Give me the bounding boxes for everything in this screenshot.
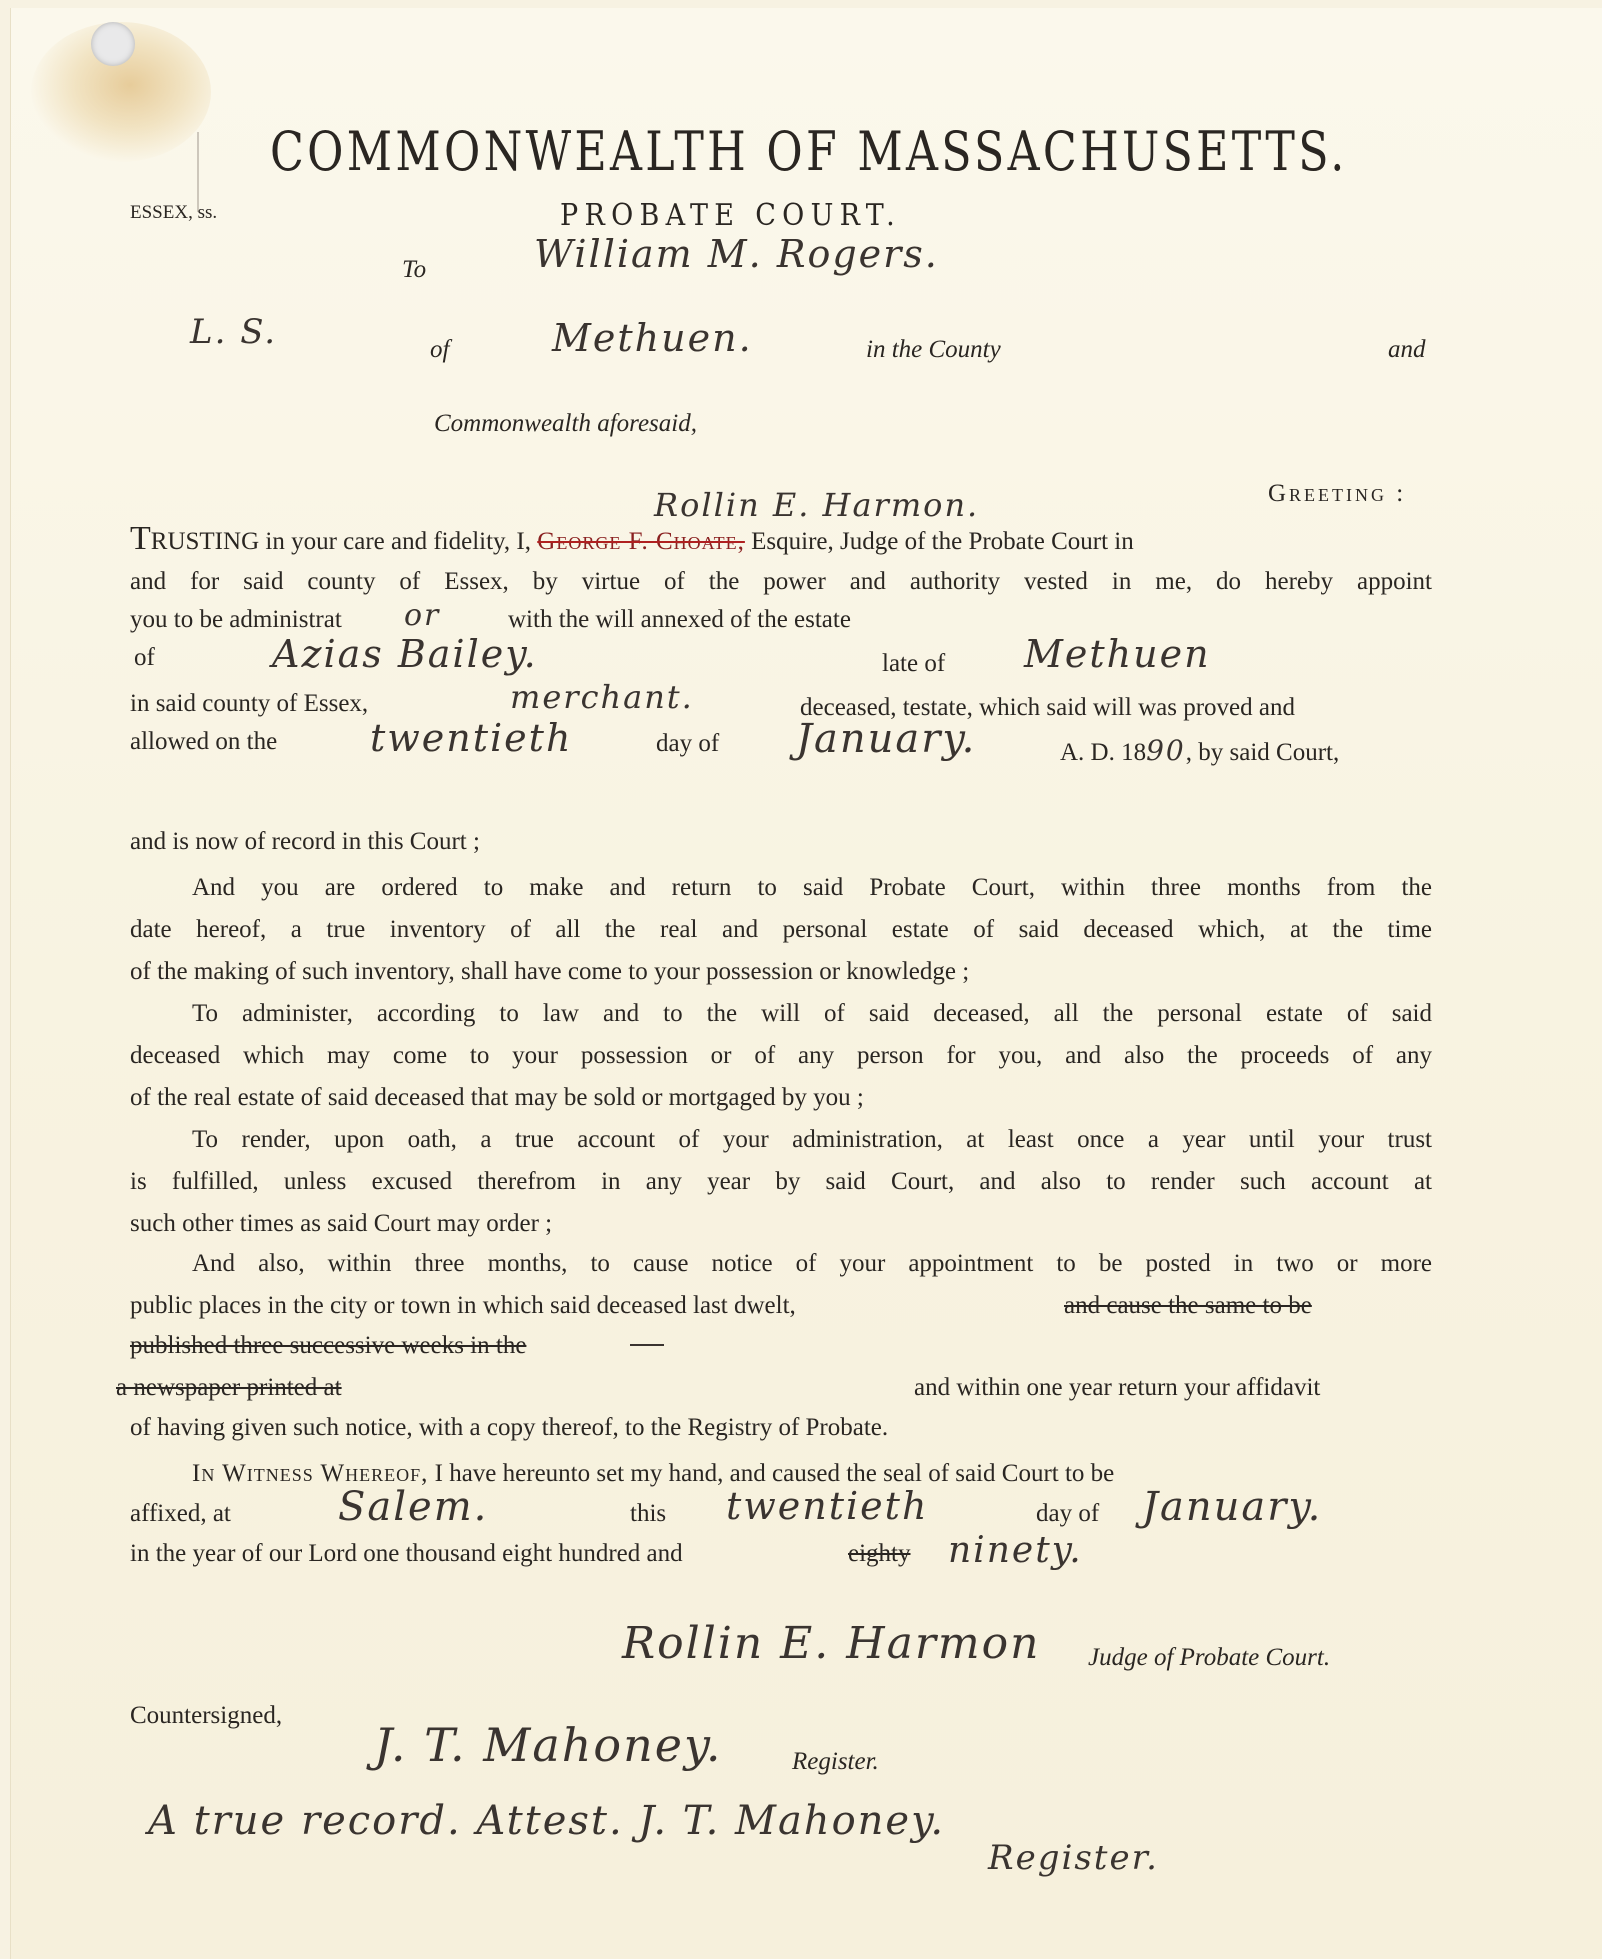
affixed-at-label: affixed, at <box>130 1500 231 1527</box>
occupation: merchant. <box>510 678 694 716</box>
witness-lead: In Witness Whereof, <box>192 1460 429 1487</box>
dropcap: T <box>130 520 151 557</box>
attest-line: A true record. Attest. J. T. Mahoney. <box>148 1798 946 1844</box>
record-line: and is now of record in this Court ; <box>130 828 480 855</box>
p4-line-4-struck: a newspaper printed at <box>116 1374 342 1401</box>
document-title: COMMONWEALTH OF MASSACHUSETTS. <box>270 120 1348 183</box>
to-label: To <box>402 256 427 283</box>
register-title: Register. <box>792 1748 879 1775</box>
p4-line-4b: and within one year return your affidavit <box>914 1374 1321 1401</box>
p3-line-1: To render, upon oath, a true account of your administration, at least once a year until your trust <box>192 1126 1432 1153</box>
commonwealth-text: Commonwealth aforesaid, <box>434 410 697 437</box>
p4-line-1: And also, within three months, to cause notice of your appointment to be posted in two or more <box>192 1250 1432 1277</box>
inserted-judge-name: Rollin E. Harmon. <box>654 486 980 524</box>
trusting-rest: Esquire, Judge of the Probate Court in <box>744 528 1134 555</box>
witness-month: January. <box>1142 1484 1323 1530</box>
ad-year: 90 <box>1146 734 1186 767</box>
strike-extension <box>630 1344 664 1346</box>
proved-day: twentieth <box>370 716 573 760</box>
p4-line-2a: public places in the city or town in which said deceased last dwelt, <box>130 1292 796 1319</box>
deceased-town: Methuen <box>1024 632 1211 676</box>
proved-month: January. <box>796 716 977 762</box>
year-handwritten: ninety. <box>948 1530 1083 1571</box>
p2-line-3: of the real estate of said deceased that may be sold or mortgaged by you ; <box>130 1084 864 1111</box>
ad-date <box>1060 734 1339 767</box>
witness-day: twentieth <box>726 1484 929 1528</box>
and-text: and <box>1388 336 1426 363</box>
p1-line-2: date hereof, a true inventory of all the real and personal estate of said deceased which, at the time <box>130 916 1432 943</box>
administrator-suffix: or <box>404 598 441 633</box>
judge-signature: Rollin E. Harmon <box>622 1618 1041 1669</box>
p3-line-2: is fulfilled, unless excused therefrom in any year by said Court, and also to render such account at <box>130 1168 1432 1195</box>
stamp-mark <box>197 132 229 212</box>
this-label: this <box>630 1500 667 1527</box>
of-label-estate: of <box>134 644 155 671</box>
struck-year: eighty <box>848 1540 911 1567</box>
year-text: in the year of our Lord one thousand eight hundred and <box>130 1540 683 1567</box>
trusting-start: RUSTING in your care and fidelity, I, <box>150 528 538 555</box>
ad-suffix: , by said Court, <box>1185 739 1340 766</box>
trusting-line-2: and for said county of Essex, by virtue of the power and authority vested in me, do hereby appoint <box>130 568 1432 595</box>
p2-line-2: deceased which may come to your possession or of any person for you, and also the proceeds of any <box>130 1042 1432 1069</box>
p4-line-2-struck: and cause the same to be <box>1064 1292 1312 1319</box>
trusting-line-5b: deceased, testate, which said will was proved and <box>800 694 1295 721</box>
witness-place: Salem. <box>338 1484 489 1530</box>
register-signature: J. T. Mahoney. <box>374 1718 723 1772</box>
punch-hole <box>91 22 135 66</box>
witness-rest: I have hereunto set my hand, and caused the seal of said Court to be <box>428 1460 1115 1487</box>
addressee-town: Methuen. <box>552 316 753 360</box>
p4-line-3-struck: published three successive weeks in the <box>130 1332 527 1359</box>
ls-mark: L. S. <box>190 312 278 352</box>
trusting-line-5a: in said county of Essex, <box>130 690 369 717</box>
county-label: ESSEX, ss. <box>130 202 218 223</box>
p1-line-3: of the making of such inventory, shall have come to your possession or knowledge ; <box>130 958 970 985</box>
court-heading: PROBATE COURT. <box>560 198 902 233</box>
p2-line-1: To administer, according to law and to the will of said deceased, all the personal estate of said <box>192 1000 1432 1027</box>
countersigned-label: Countersigned, <box>130 1702 283 1729</box>
witness-day-of: day of <box>1036 1500 1100 1527</box>
p1-line-1: And you are ordered to make and return to said Probate Court, within three months from the <box>192 874 1432 901</box>
deceased-name: Azias Bailey. <box>272 632 538 676</box>
trusting-line-1 <box>130 520 1432 558</box>
struck-judge-name: George F. Choate, <box>537 528 745 555</box>
day-of-label: day of <box>656 730 720 757</box>
greeting: Greeting : <box>1268 480 1407 507</box>
attest-title: Register. <box>988 1838 1159 1878</box>
trusting-line-6a: allowed on the <box>130 728 278 755</box>
addressee-name: William M. Rogers. <box>534 232 939 276</box>
late-of-label: late of <box>882 650 946 677</box>
of-label: of <box>430 336 450 363</box>
ad-prefix: A. D. 18 <box>1060 739 1147 766</box>
trusting-line-3b: with the will annexed of the estate <box>508 606 851 633</box>
judge-title: Judge of Probate Court. <box>1088 1644 1331 1671</box>
county-text: in the County <box>866 336 1001 363</box>
p3-line-3: such other times as said Court may order ; <box>130 1210 553 1237</box>
trusting-line-3a: you to be administrat <box>130 606 342 633</box>
p4-line-5: of having given such notice, with a copy thereof, to the Registry of Probate. <box>130 1414 889 1441</box>
